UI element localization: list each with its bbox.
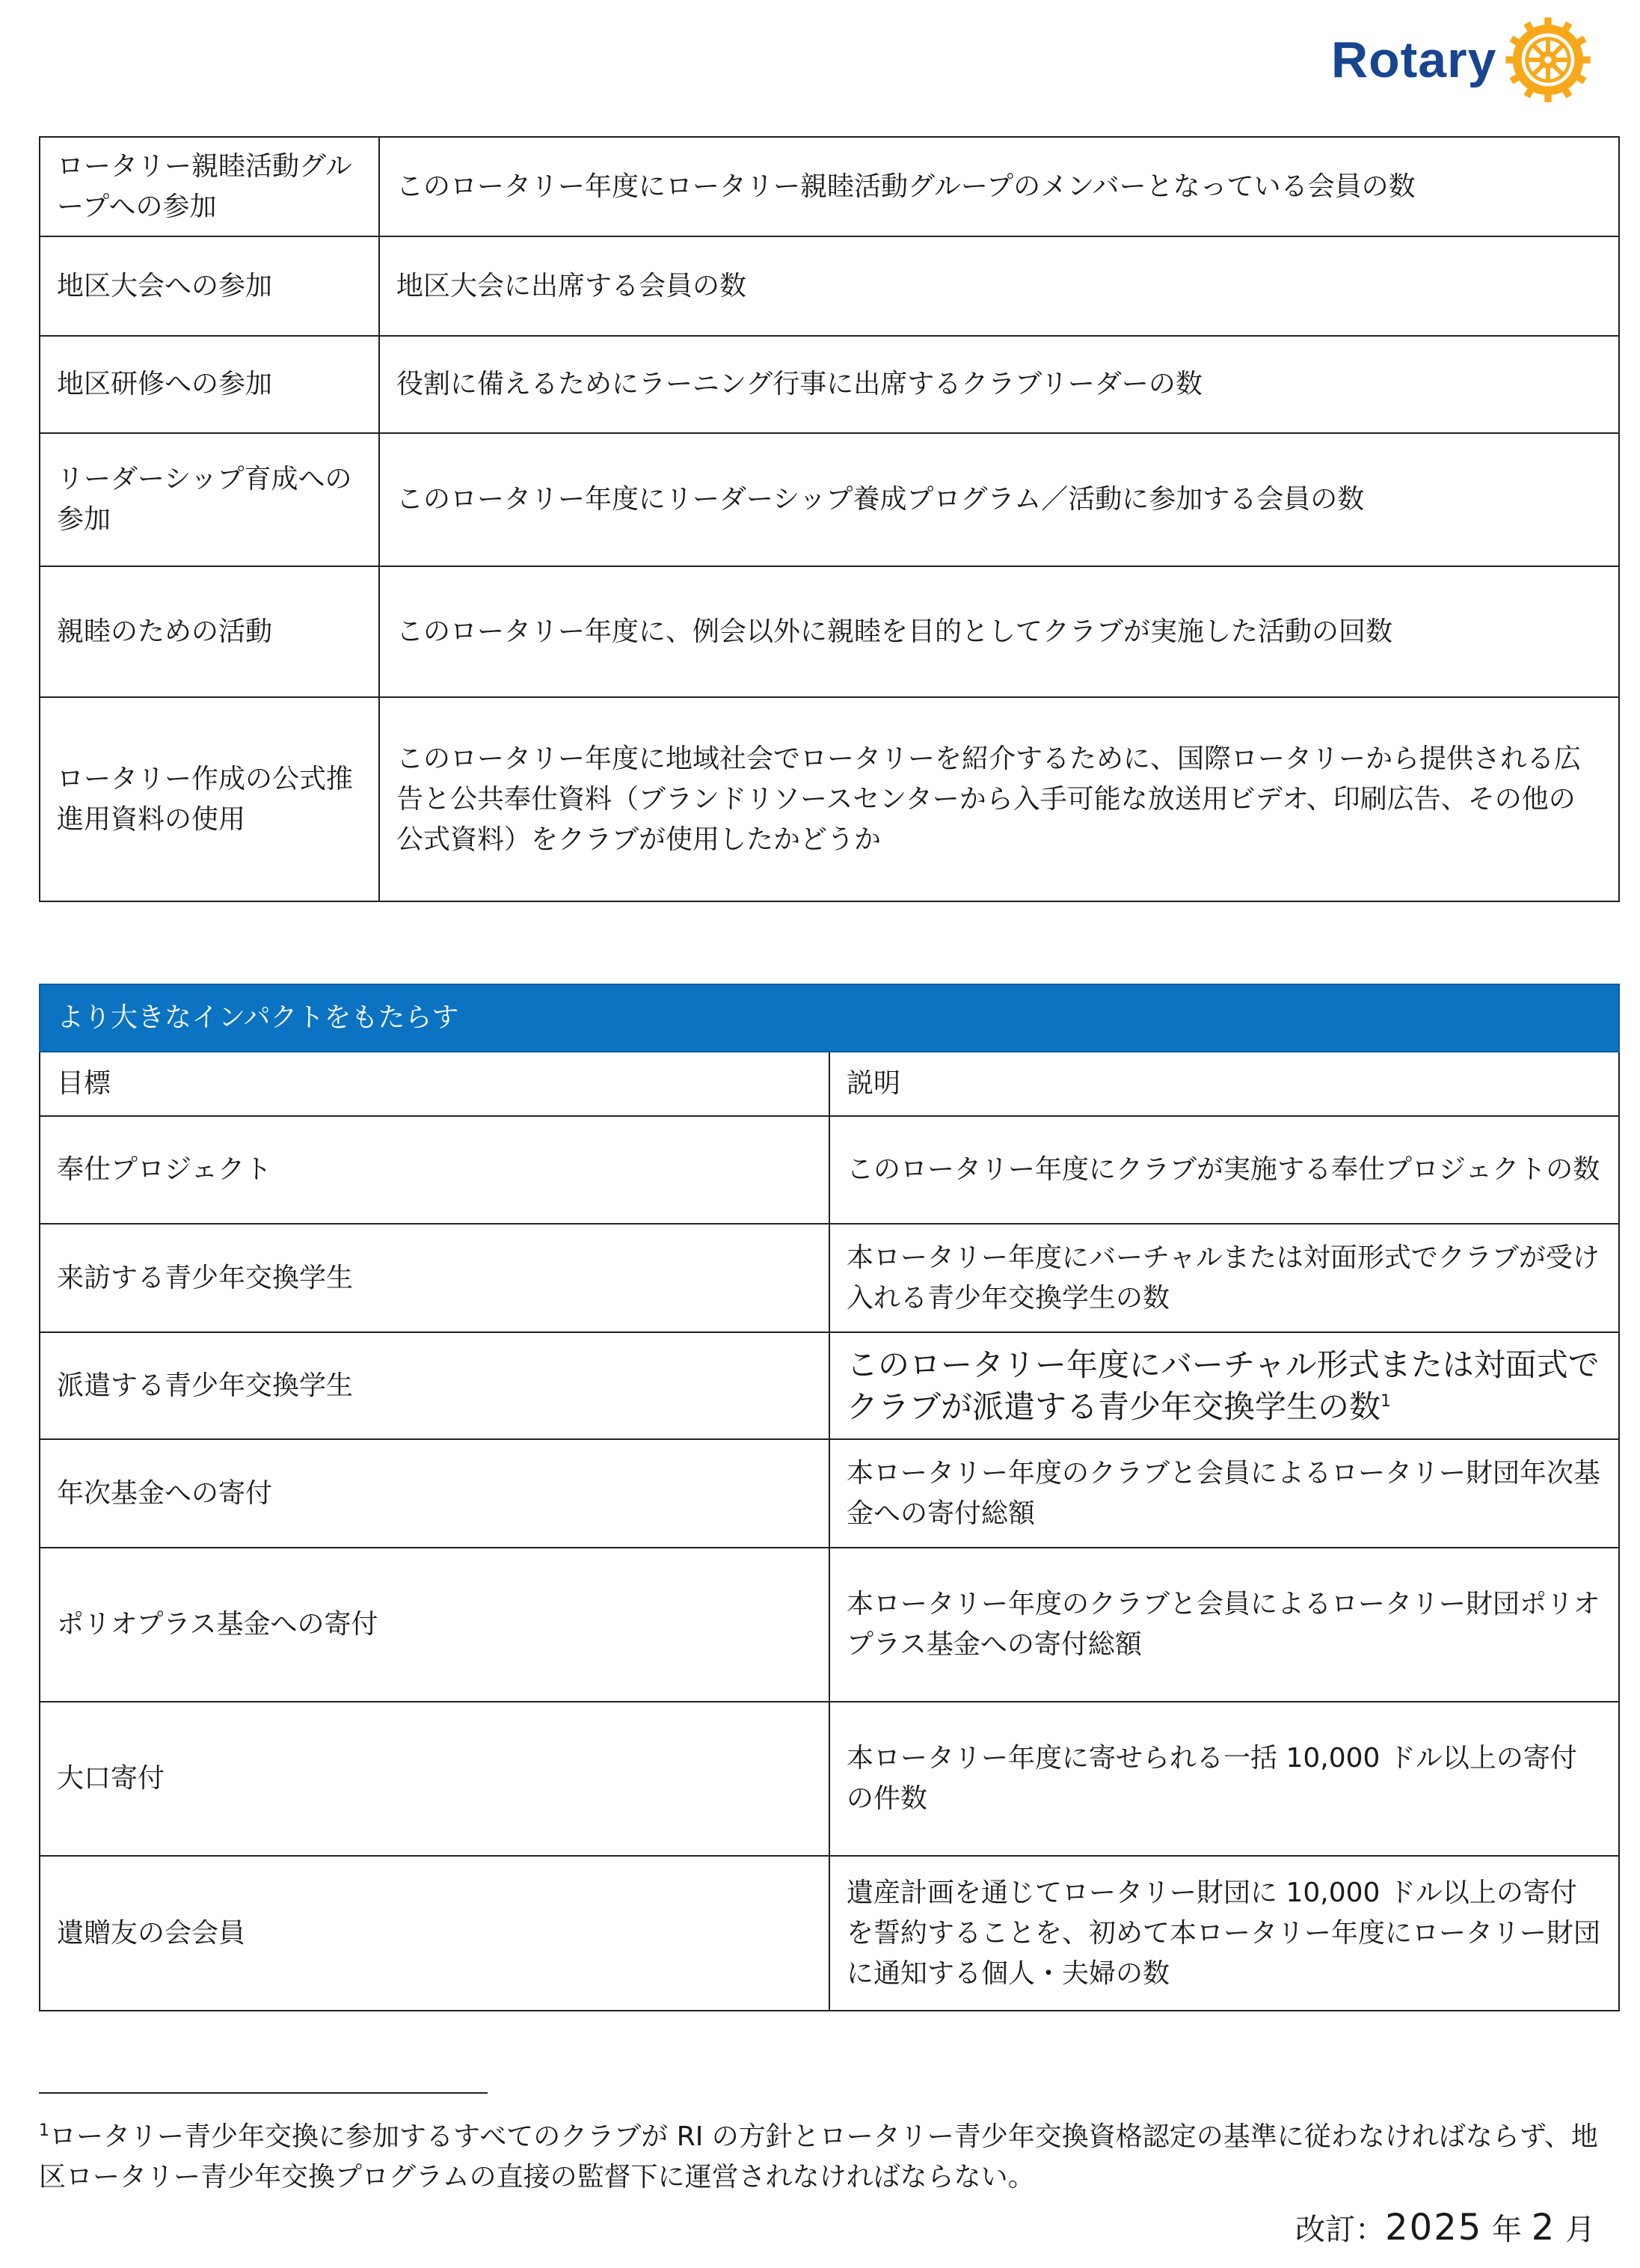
table-row	[40, 1702, 1619, 1856]
goal-cell: 派遣する青少年交換学生	[40, 1332, 829, 1439]
rotary-wheel-icon	[1504, 16, 1592, 104]
description-cell: 本ロータリー年度に寄せられる一括 10,000 ドル以上の寄付の件数	[829, 1702, 1619, 1856]
revised-year: 2025	[1385, 2207, 1483, 2249]
description-cell: 遺産計画を通じてロータリー財団に 10,000 ドル以上の寄付を誓約することを、初めて本ロータリー年度にロータリー財団に通知する個人・夫婦の数	[829, 1856, 1619, 2011]
table-row	[40, 236, 1619, 336]
description-cell: 地区大会に出席する会員の数	[379, 236, 1619, 336]
goal-cell: ロータリー作成の公式推進用資料の使用	[40, 697, 379, 901]
description-cell: 本ロータリー年度のクラブと会員によるロータリー財団年次基金への寄付総額	[829, 1439, 1619, 1548]
goal-cell: ポリオプラス基金への寄付	[40, 1548, 829, 1702]
table-row	[40, 1224, 1619, 1332]
revision-date	[1295, 2205, 1595, 2252]
table-row	[40, 1856, 1619, 2011]
goal-cell: 地区大会への参加	[40, 236, 379, 336]
goal-cell: 遺贈友の会会員	[40, 1856, 829, 2011]
impact-table	[39, 984, 1620, 2011]
goal-cell: 年次基金への寄付	[40, 1439, 829, 1548]
table-row	[40, 433, 1619, 566]
revised-month-unit: 月	[1565, 2213, 1595, 2247]
goal-cell: 大口寄付	[40, 1702, 829, 1856]
table-row	[40, 1332, 1619, 1439]
table-row	[40, 1439, 1619, 1548]
table-header-row	[40, 1052, 1619, 1116]
description-cell: 役割に備えるためにラーニング行事に出席するクラブリーダーの数	[379, 336, 1619, 433]
table-row	[40, 697, 1619, 901]
header-description: 説明	[829, 1052, 1619, 1116]
revised-label: 改訂：	[1295, 2213, 1386, 2247]
logo-text: Rotary	[1331, 31, 1497, 88]
footnote-divider	[39, 2092, 488, 2094]
header-goal: 目標	[40, 1052, 829, 1116]
description-cell: このロータリー年度に地域社会でロータリーを紹介するために、国際ロータリーから提供される広告と公共奉仕資料（ブランドリソースセンターから入手可能な放送用ビデオ、印刷広告、その他の公式資料）をクラブが使用したかどうか	[379, 697, 1619, 901]
footnote-text: ロータリー青少年交換に参加するすべてのクラブが RI の方針とロータリー青少年交換資格認定の基準に従わなければならず、地区ロータリー青少年交換プログラムの直接の監督下に運営されなければならない。	[39, 2121, 1598, 2192]
table-row	[40, 137, 1619, 236]
table-row	[40, 1116, 1619, 1224]
participation-table	[39, 136, 1620, 902]
footnote	[39, 2117, 1609, 2198]
description-cell: 本ロータリー年度のクラブと会員によるロータリー財団ポリオプラス基金への寄付総額	[829, 1548, 1619, 1702]
table-row	[40, 1548, 1619, 1702]
description-cell: このロータリー年度にロータリー親睦活動グループのメンバーとなっている会員の数	[379, 137, 1619, 236]
goal-cell: 奉仕プロジェクト	[40, 1116, 829, 1224]
goal-cell: 地区研修への参加	[40, 336, 379, 433]
table-row	[40, 336, 1619, 433]
revised-month: 2	[1531, 2207, 1556, 2249]
description-cell	[829, 1332, 1619, 1439]
goal-cell: リーダーシップ育成への参加	[40, 433, 379, 566]
table-title: より大きなインパクトをもたらす	[40, 984, 1619, 1052]
footnote-marker: 1	[39, 2121, 49, 2140]
goal-cell: 来訪する青少年交換学生	[40, 1224, 829, 1332]
description-text: このロータリー年度にバーチャル形式または対面式でクラブが派遣する青少年交換学生の数	[847, 1346, 1600, 1425]
description-cell: このロータリー年度に、例会以外に親睦を目的としてクラブが実施した活動の回数	[379, 566, 1619, 697]
goal-cell: 親睦のための活動	[40, 566, 379, 697]
footnote-ref[interactable]: 1	[1381, 1391, 1392, 1411]
table-title-row	[40, 984, 1619, 1052]
description-cell: 本ロータリー年度にバーチャルまたは対面形式でクラブが受け入れる青少年交換学生の数	[829, 1224, 1619, 1332]
description-cell: このロータリー年度にリーダーシップ養成プログラム／活動に参加する会員の数	[379, 433, 1619, 566]
description-cell: このロータリー年度にクラブが実施する奉仕プロジェクトの数	[829, 1116, 1619, 1224]
goal-cell: ロータリー親睦活動グループへの参加	[40, 137, 379, 236]
table-row	[40, 566, 1619, 697]
rotary-logo	[1331, 15, 1592, 105]
revised-year-unit: 年	[1492, 2213, 1523, 2247]
